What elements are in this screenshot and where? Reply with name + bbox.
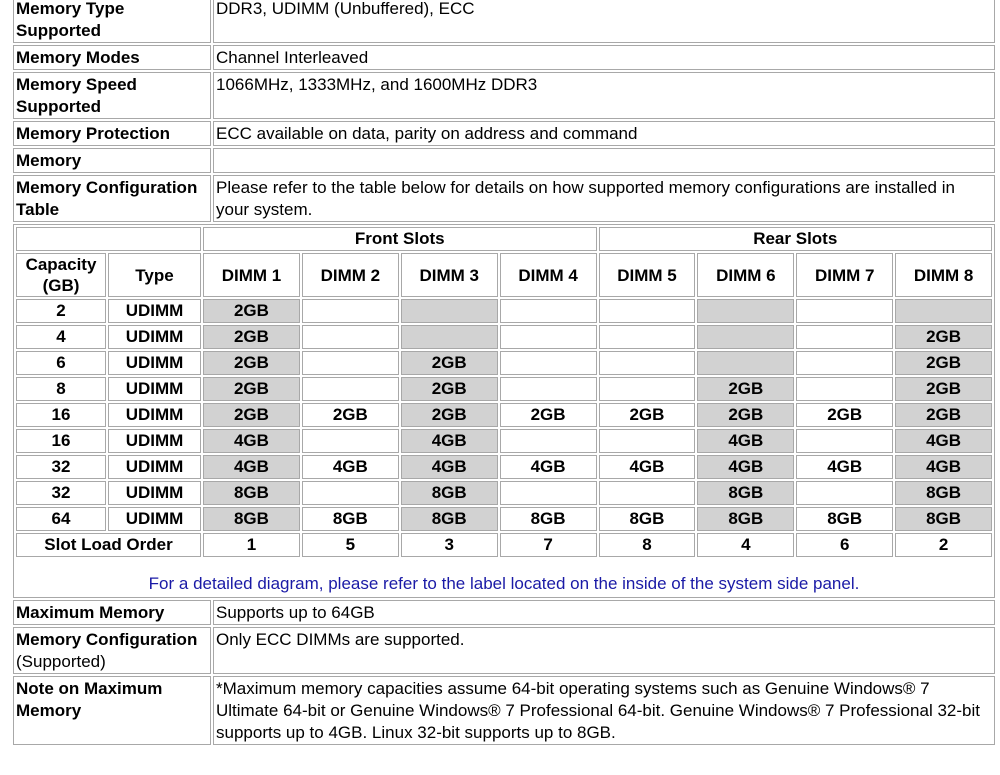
config-row [16, 299, 992, 323]
dimm-6-header: DIMM 6 [697, 253, 794, 297]
dimm-4-cell [500, 299, 597, 323]
spec-row-memory-type [13, 0, 995, 43]
type-cell: UDIMM [108, 481, 201, 505]
type-cell: UDIMM [108, 507, 201, 531]
dimm-7-cell [796, 377, 893, 401]
front-slots-header: Front Slots [203, 227, 597, 251]
dimm-7-cell: 4GB [796, 455, 893, 479]
dimm-2-cell [302, 377, 399, 401]
dimm-3-cell [401, 325, 498, 349]
spec-label: Memory Speed Supported [13, 72, 211, 119]
capacity-cell: 32 [16, 455, 106, 479]
dimm-1-cell: 4GB [203, 455, 300, 479]
dimm-4-cell: 2GB [500, 403, 597, 427]
dimm-4-cell [500, 325, 597, 349]
type-cell: UDIMM [108, 429, 201, 453]
dimm-2-cell: 4GB [302, 455, 399, 479]
dimm-5-cell [599, 351, 696, 375]
type-cell: UDIMM [108, 351, 201, 375]
capacity-cell: 2 [16, 299, 106, 323]
spec-row-maximum-memory [13, 600, 995, 625]
dimm-8-cell: 2GB [895, 377, 992, 401]
memory-spec-document [11, 0, 995, 747]
dimm-8-cell: 2GB [895, 351, 992, 375]
spec-label: Memory Modes [13, 45, 211, 70]
spec-label: Memory Protection [13, 121, 211, 146]
load-order-cell: 5 [302, 533, 399, 557]
type-cell: UDIMM [108, 455, 201, 479]
capacity-cell: 16 [16, 429, 106, 453]
dimm-2-cell [302, 351, 399, 375]
dimm-5-cell: 2GB [599, 403, 696, 427]
dimm-8-cell [895, 299, 992, 323]
spec-row-memory-speed [13, 72, 995, 119]
dimm-header-row [16, 253, 992, 297]
load-order-cell: 4 [697, 533, 794, 557]
config-row [16, 325, 992, 349]
spec-row-note-max-memory [13, 676, 995, 745]
dimm-5-cell [599, 299, 696, 323]
spec-value: Only ECC DIMMs are supported. [213, 627, 995, 674]
spec-label [13, 627, 211, 674]
spec-value: ECC available on data, parity on address and command [213, 121, 995, 146]
spec-label-main: Memory Configuration [16, 630, 198, 649]
spec-label: Maximum Memory [13, 600, 211, 625]
config-row [16, 429, 992, 453]
type-cell: UDIMM [108, 325, 201, 349]
dimm-5-cell: 4GB [599, 455, 696, 479]
dimm-3-cell: 4GB [401, 429, 498, 453]
empty-header-cell [16, 227, 201, 251]
spec-value [213, 148, 995, 173]
dimm-1-cell: 8GB [203, 481, 300, 505]
spec-value: DDR3, UDIMM (Unbuffered), ECC [213, 0, 995, 43]
spec-row-memory-config-table [13, 175, 995, 222]
slot-load-order-label: Slot Load Order [16, 533, 201, 557]
dimm-4-cell: 4GB [500, 455, 597, 479]
dimm-1-cell: 2GB [203, 351, 300, 375]
dimm-1-cell: 2GB [203, 377, 300, 401]
dimm-6-cell: 2GB [697, 403, 794, 427]
dimm-4-cell [500, 351, 597, 375]
spec-row-memory-modes [13, 45, 995, 70]
dimm-2-cell: 8GB [302, 507, 399, 531]
dimm-8-cell: 2GB [895, 325, 992, 349]
dimm-4-cell [500, 377, 597, 401]
dimm-1-cell: 2GB [203, 325, 300, 349]
dimm-3-cell: 2GB [401, 351, 498, 375]
load-order-cell: 2 [895, 533, 992, 557]
dimm-6-cell [697, 299, 794, 323]
capacity-cell: 32 [16, 481, 106, 505]
dimm-8-cell: 8GB [895, 507, 992, 531]
dimm-7-cell [796, 481, 893, 505]
dimm-5-cell [599, 429, 696, 453]
memory-config-table [14, 225, 994, 559]
rear-slots-header: Rear Slots [599, 227, 993, 251]
dimm-6-cell: 4GB [697, 429, 794, 453]
capacity-cell: 6 [16, 351, 106, 375]
memory-spec-table [11, 0, 997, 747]
dimm-6-cell: 2GB [697, 377, 794, 401]
dimm-7-cell [796, 351, 893, 375]
dimm-7-cell [796, 325, 893, 349]
dimm-5-cell [599, 481, 696, 505]
type-cell: UDIMM [108, 377, 201, 401]
spec-label: Memory Configuration Table [13, 175, 211, 222]
config-row [16, 403, 992, 427]
type-cell: UDIMM [108, 403, 201, 427]
dimm-3-cell: 4GB [401, 455, 498, 479]
dimm-2-cell [302, 325, 399, 349]
dimm-2-cell [302, 481, 399, 505]
dimm-4-cell [500, 481, 597, 505]
dimm-3-cell: 8GB [401, 481, 498, 505]
load-order-cell: 1 [203, 533, 300, 557]
config-row [16, 481, 992, 505]
type-cell: UDIMM [108, 299, 201, 323]
dimm-5-cell [599, 325, 696, 349]
config-table-row [13, 224, 995, 598]
dimm-8-cell: 4GB [895, 429, 992, 453]
dimm-2-header: DIMM 2 [302, 253, 399, 297]
spec-value: Supports up to 64GB [213, 600, 995, 625]
capacity-cell: 64 [16, 507, 106, 531]
dimm-2-cell: 2GB [302, 403, 399, 427]
dimm-7-cell: 8GB [796, 507, 893, 531]
dimm-6-cell: 4GB [697, 455, 794, 479]
spec-row-memory-configuration [13, 627, 995, 674]
config-row [16, 377, 992, 401]
capacity-header: Capacity (GB) [16, 253, 106, 297]
dimm-5-header: DIMM 5 [599, 253, 696, 297]
load-order-cell: 3 [401, 533, 498, 557]
spec-value: *Maximum memory capacities assume 64-bit operating systems such as Genuine Windows® 7 Ultimate 64-bit or Genuine Windows® 7 Professional 64-bit. Genuine Windows® 7 Professional 32-bit supports up to 4GB. Linux 32-bit supports up to 8GB. [213, 676, 995, 745]
dimm-1-header: DIMM 1 [203, 253, 300, 297]
capacity-cell: 4 [16, 325, 106, 349]
dimm-8-cell: 2GB [895, 403, 992, 427]
dimm-5-cell [599, 377, 696, 401]
dimm-3-cell [401, 299, 498, 323]
dimm-6-cell: 8GB [697, 507, 794, 531]
dimm-1-cell: 2GB [203, 299, 300, 323]
spec-label: Memory Type Supported [13, 0, 211, 43]
dimm-3-header: DIMM 3 [401, 253, 498, 297]
dimm-6-cell [697, 351, 794, 375]
slot-load-order-row [16, 533, 992, 557]
spec-label-sub: (Supported) [16, 652, 106, 671]
spec-value: 1066MHz, 1333MHz, and 1600MHz DDR3 [213, 72, 995, 119]
dimm-7-cell: 2GB [796, 403, 893, 427]
spec-value: Channel Interleaved [213, 45, 995, 70]
capacity-cell: 8 [16, 377, 106, 401]
dimm-7-header: DIMM 7 [796, 253, 893, 297]
group-header-row [16, 227, 992, 251]
spec-label: Memory [13, 148, 211, 173]
dimm-7-cell [796, 299, 893, 323]
dimm-6-cell [697, 325, 794, 349]
dimm-7-cell [796, 429, 893, 453]
dimm-3-cell: 2GB [401, 403, 498, 427]
dimm-5-cell: 8GB [599, 507, 696, 531]
dimm-8-cell: 8GB [895, 481, 992, 505]
type-header: Type [108, 253, 201, 297]
spec-row-memory-protection [13, 121, 995, 146]
dimm-8-cell: 4GB [895, 455, 992, 479]
dimm-2-cell [302, 429, 399, 453]
dimm-3-cell: 2GB [401, 377, 498, 401]
spec-row-memory [13, 148, 995, 173]
dimm-3-cell: 8GB [401, 507, 498, 531]
config-row [16, 351, 992, 375]
dimm-1-cell: 2GB [203, 403, 300, 427]
dimm-8-header: DIMM 8 [895, 253, 992, 297]
capacity-cell: 16 [16, 403, 106, 427]
config-row [16, 507, 992, 531]
dimm-4-cell: 8GB [500, 507, 597, 531]
spec-label: Note on Maximum Memory [13, 676, 211, 745]
dimm-2-cell [302, 299, 399, 323]
config-row [16, 455, 992, 479]
spec-value: Please refer to the table below for details on how supported memory configurations are installed in your system. [213, 175, 995, 222]
config-table-container [13, 224, 995, 598]
load-order-cell: 8 [599, 533, 696, 557]
diagram-note: For a detailed diagram, please refer to the label located on the inside of the system side panel. [148, 574, 860, 593]
load-order-cell: 6 [796, 533, 893, 557]
dimm-1-cell: 4GB [203, 429, 300, 453]
dimm-6-cell: 8GB [697, 481, 794, 505]
dimm-1-cell: 8GB [203, 507, 300, 531]
dimm-4-header: DIMM 4 [500, 253, 597, 297]
dimm-4-cell [500, 429, 597, 453]
load-order-cell: 7 [500, 533, 597, 557]
